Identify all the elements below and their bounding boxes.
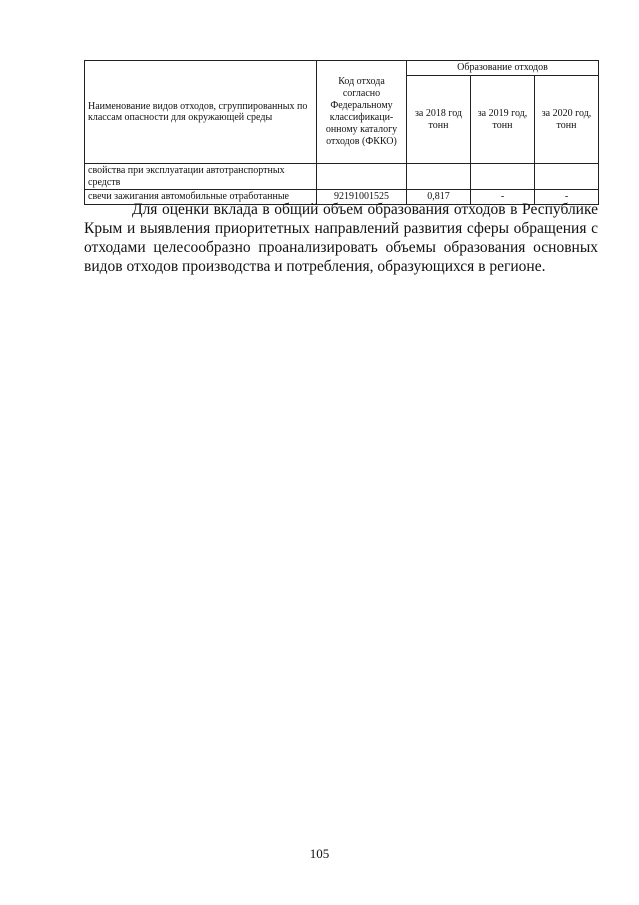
header-year-2018: за 2018 год тонн bbox=[407, 76, 471, 164]
header-fkko-code: Код отхода согласно Федеральному классификаци-онному каталогу отходов (ФККО) bbox=[317, 61, 407, 164]
row-2018 bbox=[407, 164, 471, 190]
body-paragraph: Для оценки вклада в общий объем образования отходов в Республике Крым и выявления приоритетных направлений развития сферы обращения с отходами целесообразно проанализировать объемы образования основных видов отходов производства и потребления, образующихся в регионе. bbox=[84, 201, 598, 275]
row-2020: - bbox=[535, 190, 599, 205]
row-2019: - bbox=[471, 190, 535, 205]
row-2020 bbox=[535, 164, 599, 190]
header-year-2019: за 2019 год, тонн bbox=[471, 76, 535, 164]
row-code bbox=[317, 164, 407, 190]
table-row bbox=[85, 164, 599, 190]
row-name: свойства при эксплуатации автотранспортных средств bbox=[85, 164, 317, 190]
table-header-row bbox=[85, 61, 599, 76]
header-waste-name: Наименование видов отходов, сгруппированных по классам опасности для окружающей среды bbox=[85, 61, 317, 164]
row-code: 92191001525 bbox=[317, 190, 407, 205]
row-2019 bbox=[471, 164, 535, 190]
header-waste-generation: Образование отходов bbox=[407, 61, 599, 76]
row-2018: 0,817 bbox=[407, 190, 471, 205]
waste-table bbox=[84, 60, 599, 205]
page-number: 105 bbox=[309, 846, 330, 861]
header-year-2020: за 2020 год, тонн bbox=[535, 76, 599, 164]
row-name: свечи зажигания автомобильные отработанные bbox=[85, 190, 317, 205]
